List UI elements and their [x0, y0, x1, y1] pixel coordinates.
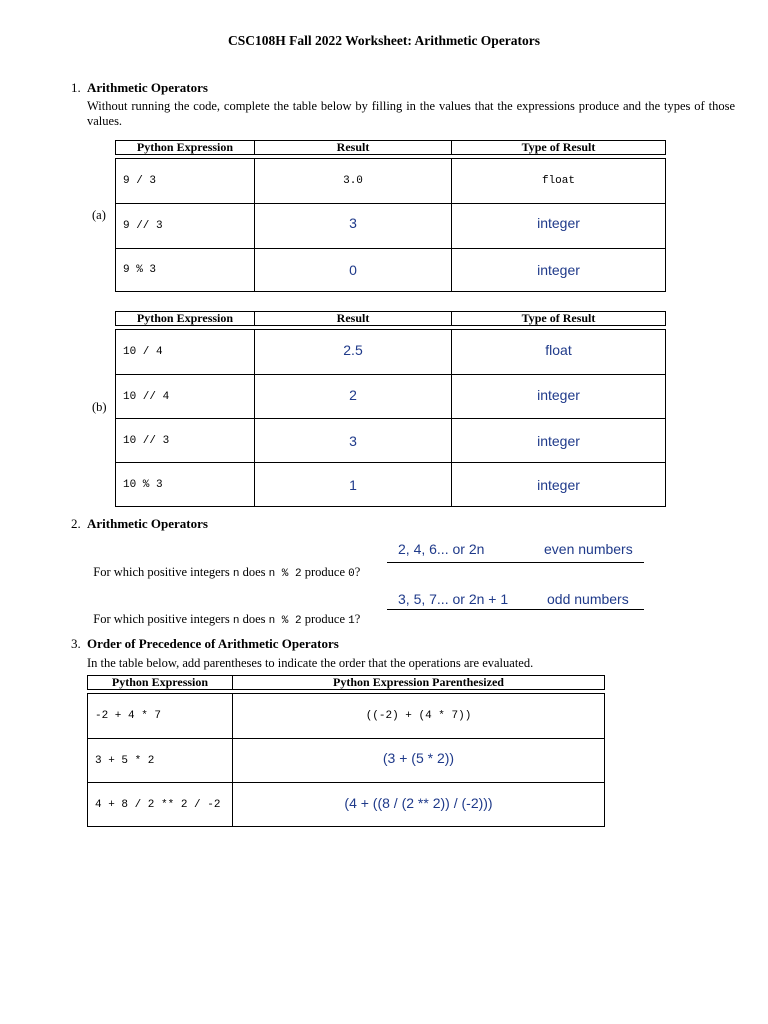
table-row-expr: 9 / 3 — [123, 175, 157, 187]
q2-question-1: For which positive integers n does n % 2 produce 0? — [93, 565, 361, 580]
q3-intro: In the table below, add parentheses to indicate the order that the operations are evaluated. — [87, 656, 534, 670]
part-b-label: (b) — [92, 400, 107, 414]
table-q3-header — [87, 675, 605, 690]
table-row-expr: 4 + 8 / 2 ** 2 / -2 — [95, 798, 221, 811]
q2-question-2: For which positive integers n does n % 2 produce 1? — [93, 612, 361, 627]
q1-title: Arithmetic Operators — [87, 80, 208, 95]
part-a-label: (a) — [92, 208, 106, 222]
answer-parenthesized[interactable]: (4 + ((8 / (2 ** 2)) / (-2))) — [344, 794, 493, 811]
answer-2-description[interactable]: odd numbers — [547, 591, 629, 607]
answer-result[interactable]: 1 — [349, 476, 357, 493]
answer-1-pattern[interactable]: 2, 4, 6... or 2n — [398, 541, 485, 557]
answer-type[interactable]: float — [545, 342, 572, 358]
answer-result[interactable]: 3 — [349, 215, 357, 231]
header-type-of-result: Type of Result — [521, 140, 596, 154]
header-result: Result — [336, 140, 370, 154]
answer-line-1 — [387, 562, 644, 563]
table-row-expr: 3 + 5 * 2 — [95, 754, 155, 767]
q3-title: Order of Precedence of Arithmetic Operators — [87, 636, 339, 651]
answer-type[interactable]: integer — [537, 386, 580, 403]
answer-result[interactable]: 2.5 — [343, 342, 363, 358]
header-python-expression: Python Expression — [111, 675, 209, 689]
q3-number: 3. — [71, 636, 81, 651]
answer-result[interactable]: 3 — [349, 432, 357, 449]
answer-result[interactable]: 0 — [349, 262, 357, 278]
table-row-result: 3.0 — [343, 175, 363, 187]
table-row-expr: 9 % 3 — [123, 264, 157, 276]
q2-number: 2. — [71, 516, 81, 531]
header-result: Result — [336, 311, 370, 325]
answer-line-2 — [387, 609, 644, 610]
table-a-header — [115, 140, 666, 155]
header-python-expression: Python Expression — [136, 311, 234, 325]
table-b-body — [115, 329, 666, 507]
answer-1-description[interactable]: even numbers — [544, 541, 633, 557]
q1-intro: Without running the code, complete the table below by filling in the values that the expressions produce and the types of those values. — [87, 99, 735, 128]
table-row-expr: 10 // 3 — [123, 434, 170, 447]
q2-title: Arithmetic Operators — [87, 516, 208, 531]
worksheet-title: CSC108H Fall 2022 Worksheet: Arithmetic Operators — [227, 33, 541, 48]
answer-type[interactable]: integer — [537, 215, 580, 231]
answer-parenthesized[interactable]: (3 + (5 * 2)) — [382, 749, 455, 766]
header-type-of-result: Type of Result — [521, 311, 596, 325]
answer-type[interactable]: integer — [537, 262, 580, 278]
q1-number: 1. — [71, 80, 81, 95]
answer-2-pattern[interactable]: 3, 5, 7... or 2n + 1 — [398, 591, 509, 607]
table-a-body — [115, 158, 666, 292]
answer-type[interactable]: integer — [537, 432, 580, 449]
answer-type[interactable]: integer — [537, 476, 580, 493]
header-python-expression: Python Expression — [136, 140, 234, 154]
table-row-expr: 9 // 3 — [123, 220, 163, 232]
header-parenthesized: Python Expression Parenthesized — [333, 675, 504, 689]
table-q3-body — [87, 693, 605, 827]
table-row-expr: -2 + 4 * 7 — [95, 710, 162, 722]
answer-result[interactable]: 2 — [349, 386, 357, 403]
table-row-expr: 10 // 4 — [123, 390, 170, 403]
table-row-expr: 10 % 3 — [123, 478, 163, 491]
table-row-type: float — [541, 175, 575, 187]
table-row-parenthesized: ((-2) + (4 * 7)) — [365, 710, 472, 722]
table-b-header — [115, 311, 666, 326]
table-row-expr: 10 / 4 — [123, 346, 163, 358]
